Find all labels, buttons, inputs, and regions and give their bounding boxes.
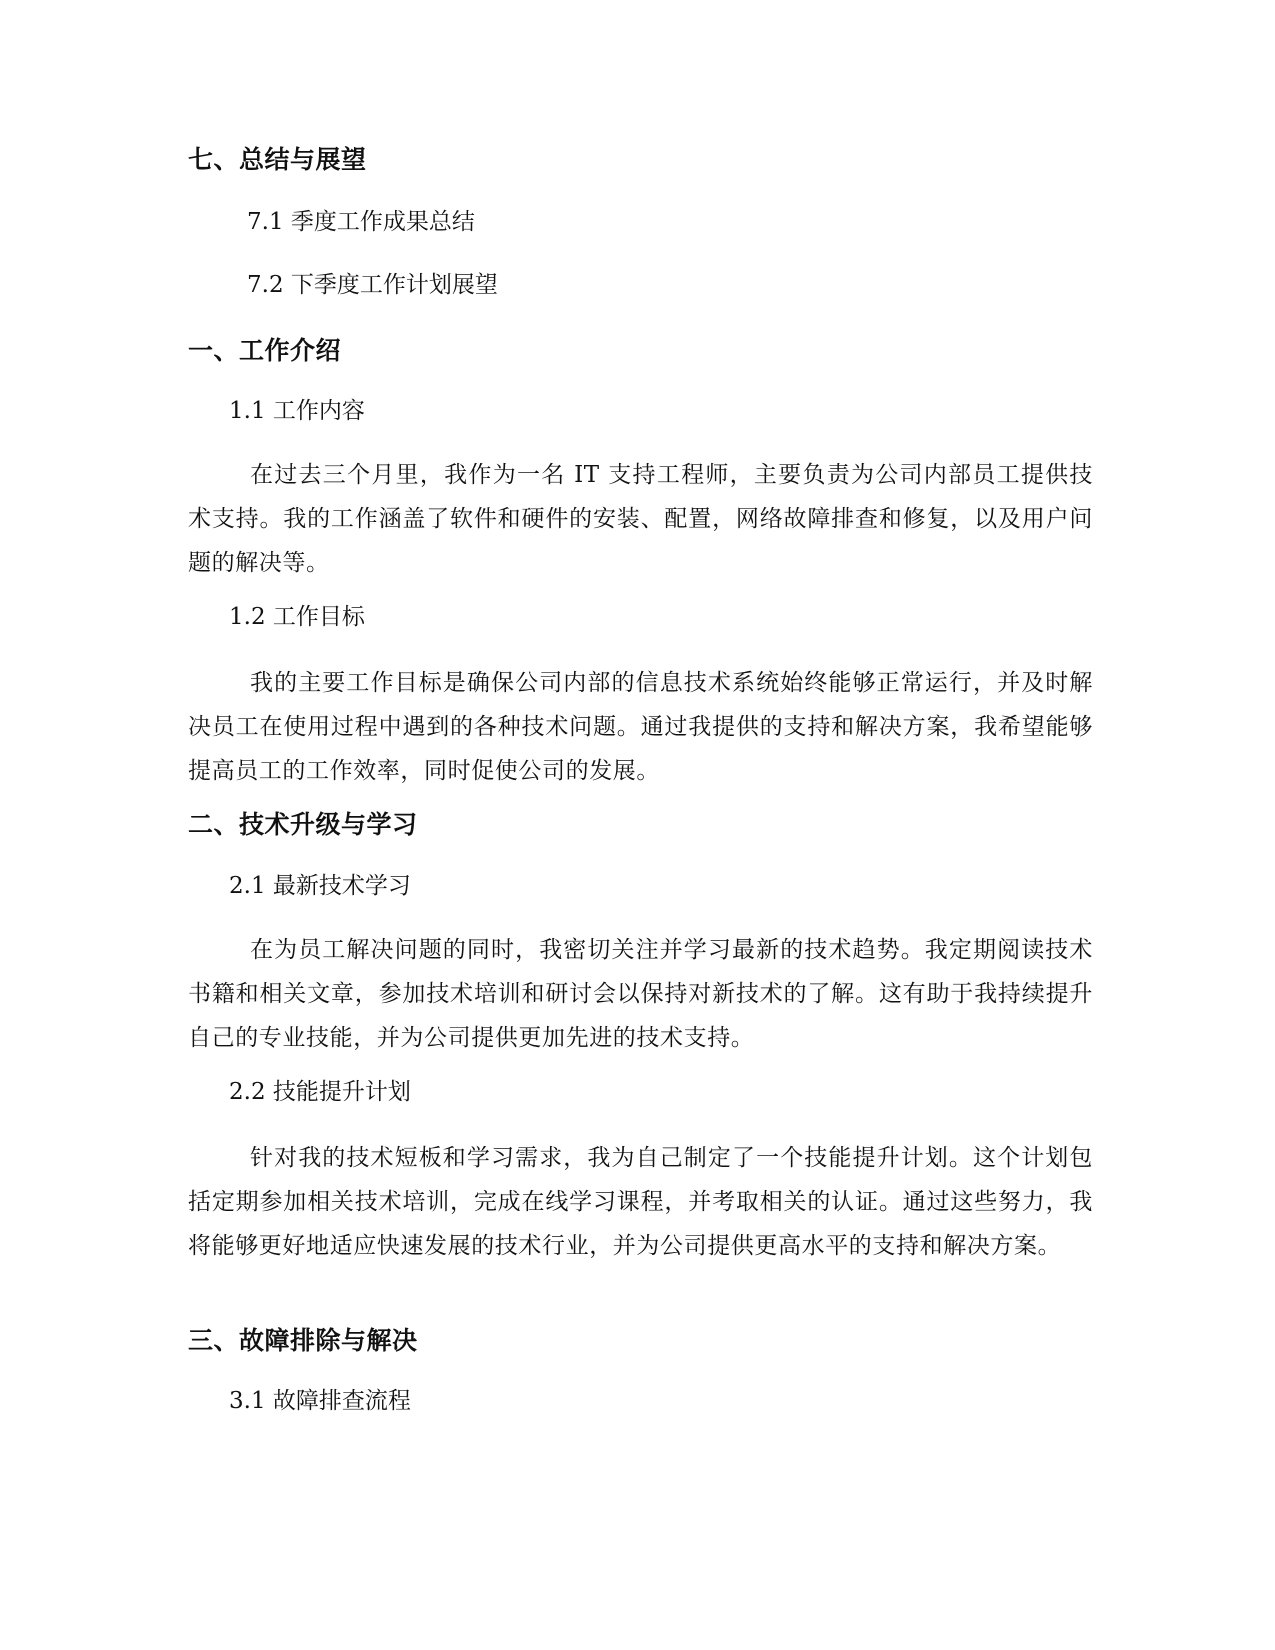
paragraph-2-2: 针对我的技术短板和学习需求，我为自己制定了一个技能提升计划。这个计划包括定期参加相关技术培训，完成在线学习课程，并考取相关的认证。通过这些努力，我将能够更好地适应快速发展的技术行业，并为公司提供更高水平的支持和解决方案。 (188, 1145, 1093, 1259)
section-heading-7: 七、总结与展望 (188, 145, 367, 174)
section-heading-1: 一、工作介绍 (188, 336, 342, 365)
subsection-title-1-1: 1.1 工作内容 (229, 398, 365, 424)
section-heading-2: 二、技术升级与学习 (188, 810, 418, 839)
paragraph-1-2: 我的主要工作目标是确保公司内部的信息技术系统始终能够正常运行，并及时解决员工在使用过程中遇到的各种技术问题。通过我提供的支持和解决方案，我希望能够提高员工的工作效率，同时促使公司的发展。 (188, 670, 1093, 784)
subsection-title-7-2: 7.2 下季度工作计划展望 (247, 272, 498, 298)
subsection-title-3-1: 3.1 故障排查流程 (229, 1388, 411, 1414)
subsection-title-1-2: 1.2 工作目标 (229, 604, 365, 630)
paragraph-2-1: 在为员工解决问题的同时，我密切关注并学习最新的技术趋势。我定期阅读技术书籍和相关文章，参加技术培训和研讨会以保持对新技术的了解。这有助于我持续提升自己的专业技能，并为公司提供更加先进的技术支持。 (188, 937, 1093, 1051)
paragraph-1-1: 在过去三个月里，我作为一名 IT 支持工程师，主要负责为公司内部员工提供技术支持。我的工作涵盖了软件和硬件的安装、配置，网络故障排查和修复，以及用户问题的解决等。 (188, 462, 1093, 576)
subsection-title-2-2: 2.2 技能提升计划 (229, 1079, 411, 1105)
section-heading-3: 三、故障排除与解决 (188, 1326, 418, 1355)
subsection-title-2-1: 2.1 最新技术学习 (229, 873, 411, 899)
subsection-title-7-1: 7.1 季度工作成果总结 (247, 209, 475, 235)
